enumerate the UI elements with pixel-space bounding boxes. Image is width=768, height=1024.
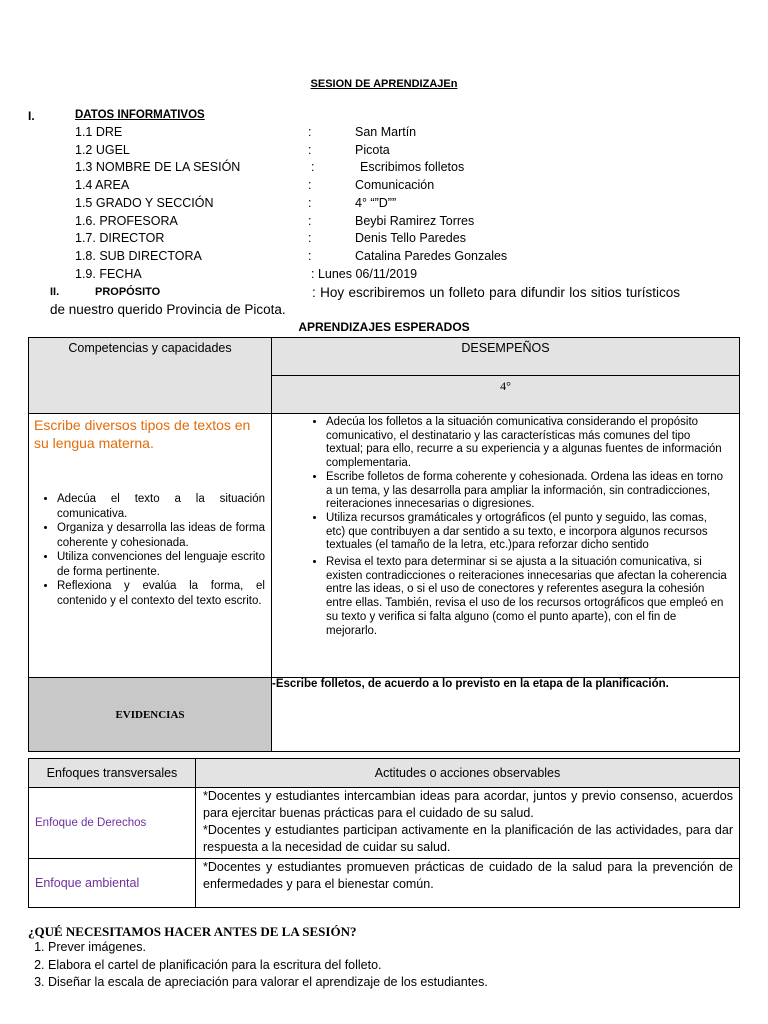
info-colon: : <box>308 231 312 245</box>
section-2-heading: PROPÓSITO <box>95 286 161 298</box>
list-item: • Organiza y desarrolla las ideas de forma coherente y cohesionada. <box>57 521 265 550</box>
info-value: 4° “”D”” <box>355 196 397 210</box>
info-colon: : <box>308 196 312 210</box>
actitudes-header: Actitudes o acciones observables <box>196 759 740 788</box>
aprendizajes-heading: APRENDIZAJES ESPERADOS <box>298 320 470 334</box>
info-value: Beybi Ramirez Torres <box>355 214 475 228</box>
info-colon: : <box>308 178 312 192</box>
list-item: 2. Elabora el cartel de planificación para la escritura del folleto. <box>48 957 488 975</box>
info-label: 1.5 GRADO Y SECCIÓN <box>75 196 214 210</box>
info-label: 1.7. DIRECTOR <box>75 231 165 245</box>
info-label: 1.2 UGEL <box>75 143 130 157</box>
preparacion-heading: ¿QUÉ NECESITAMOS HACER ANTES DE LA SESIÓN? <box>28 924 357 939</box>
list-item: • Utiliza convenciones del lenguaje escrito de forma pertinente. <box>57 550 265 579</box>
list-item: • Utiliza recursos gramáticales y ortográficos (el punto y seguido, las comas, etc) que contribuyen a dar sentido a su texto, e incorpora algunos recursos textuales (el tamaño de la letra, etc.)para reforzar dicho sentido <box>326 512 729 553</box>
aprendizajes-table <box>28 337 740 752</box>
desempenos-header: DESEMPEÑOS <box>272 338 740 376</box>
info-colon: : <box>308 143 312 157</box>
info-label: 1.6. PROFESORA <box>75 214 178 228</box>
preparacion-list <box>28 939 488 992</box>
info-value: Denis Tello Paredes <box>355 231 466 245</box>
info-colon: : <box>308 249 312 263</box>
info-value: Escribimos folletos <box>360 160 465 174</box>
info-label: 1.4 AREA <box>75 178 130 192</box>
info-label: 1.1 DRE <box>75 125 123 139</box>
info-colon: : <box>308 214 312 228</box>
enfoque-ambiental-actions <box>196 859 740 908</box>
competencia-title: Escribe diversos tipos de textos en su lengua materna. <box>34 417 251 451</box>
info-colon: : <box>311 160 315 174</box>
action-text: *Docentes y estudiantes promueven prácticas de cuidado de la salud para la prevención de enfermedades y para el bienestar común. <box>203 860 733 891</box>
info-value: : Lunes 06/11/2019 <box>311 267 418 281</box>
info-colon: : <box>308 125 312 139</box>
list-item: • Revisa el texto para determinar si se ajusta a la situación comunicativa, si existen contradicciones o reiteraciones innecesarias que afectan la coherencia entre las ideas, o si el uso de conectores y referentes asegura la cohesión entre ellas. También, revisa el uso de los recursos ortográficos que empleó en su texto y verifica si falta alguno (como el punto aparte), con el fin de mejorarlo. <box>326 556 729 638</box>
list-item: 1. Prever imágenes. <box>48 939 488 957</box>
document-title: SESION DE APRENDIZAJEn <box>310 78 458 90</box>
info-value: San Martín <box>355 125 417 139</box>
evidencias-label: EVIDENCIAS <box>29 678 272 752</box>
enfoques-table <box>28 758 740 908</box>
info-value: Catalina Paredes Gonzales <box>355 249 508 263</box>
grade-header: 4° <box>272 376 740 414</box>
list-item: • Reflexiona y evalúa la forma, el contenido y el contexto del texto escrito. <box>57 579 265 608</box>
list-item: • Adecúa los folletos a la situación comunicativa considerando el propósito comunicativo, el destinatario y las características más comunes del tipo textual; para ello, recurre a su experiencia y a algunas fuentes de información complementaria. <box>326 416 729 471</box>
enfoque-ambiental: Enfoque ambiental <box>29 859 196 908</box>
enfoques-header: Enfoques transversales <box>29 759 196 788</box>
enfoque-derechos-actions <box>196 788 740 859</box>
info-value: Picota <box>355 143 390 157</box>
action-text: *Docentes y estudiantes intercambian ideas para acordar, juntos y previo consenso, acuerdos para ejercitar buenas prácticas para el cuidado de su salud. <box>203 789 733 820</box>
section-1-heading: DATOS INFORMATIVOS <box>75 109 205 121</box>
info-label: 1.8. SUB DIRECTORA <box>75 249 202 263</box>
section-2-number: II. <box>50 286 60 298</box>
desempenos-cell <box>272 414 740 678</box>
competencias-cell <box>29 414 272 678</box>
list-item: • Adecúa el texto a la situación comunicativa. <box>57 492 265 521</box>
capacidades-list <box>29 492 271 608</box>
competencias-header: Competencias y capacidades <box>29 338 272 414</box>
list-item: • Escribe folletos de forma coherente y cohesionada. Ordena las ideas en torno a un tema, y las desarrolla para ampliar la información, sin contradicciones, reiteraciones innecesarias o digresiones. <box>326 471 729 512</box>
list-item: 3. Diseñar la escala de apreciación para valorar el aprendizaje de los estudiantes. <box>48 974 488 992</box>
proposito-value: : Hoy escribiremos un folleto para difundir los sitios turísticos de nuestro querido Provincia de Picota. <box>50 285 680 317</box>
info-label: 1.3 NOMBRE DE LA SESIÓN <box>75 160 241 174</box>
info-value: Comunicación <box>355 178 435 192</box>
info-label: 1.9. FECHA <box>75 267 142 281</box>
desempenos-list <box>272 416 739 638</box>
enfoque-derechos: Enfoque de Derechos <box>29 788 196 859</box>
proposito-text <box>50 284 680 318</box>
evidencias-text: -Escribe folletos, de acuerdo a lo previsto en la etapa de la planificación. <box>272 678 740 752</box>
section-1-number: I. <box>28 109 35 123</box>
action-text: *Docentes y estudiantes participan activamente en la planificación de las actividades, para dar respuesta a la necesidad de cuidar su salud. <box>203 823 733 854</box>
